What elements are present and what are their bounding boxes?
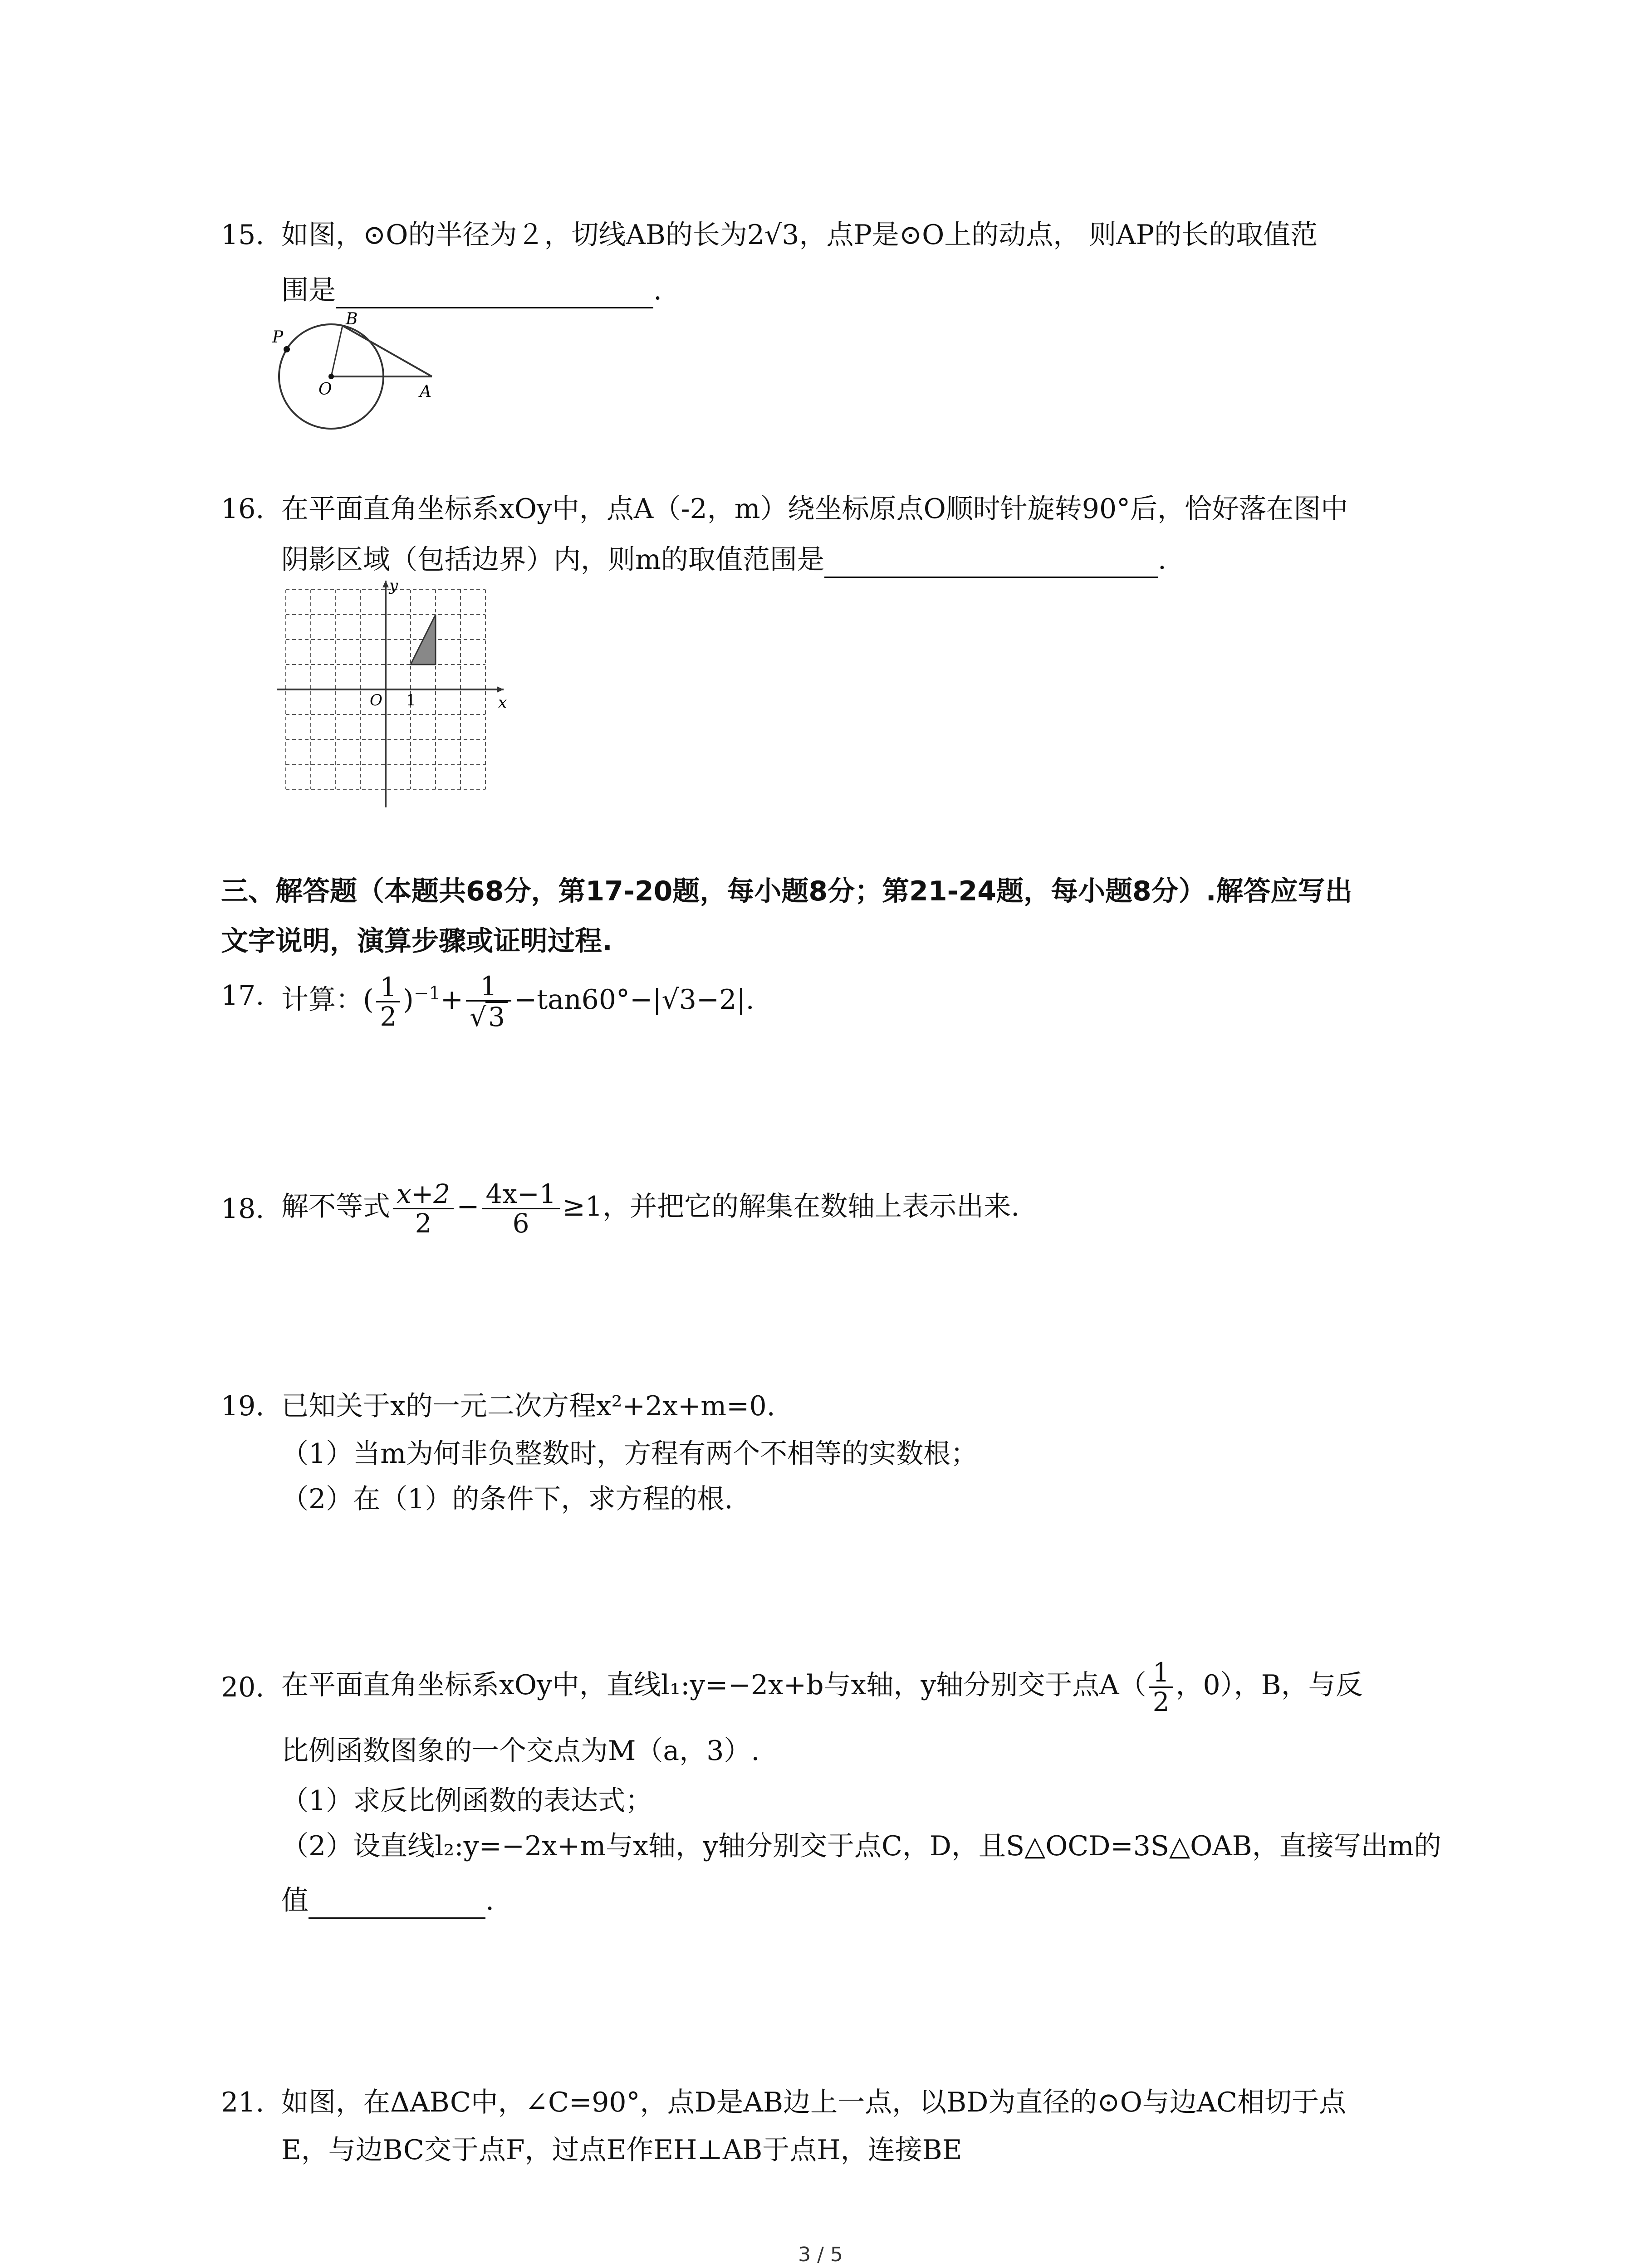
q15-point-o [328,374,334,379]
q18-f1-den: 2 [415,1207,432,1239]
q15-number: 15. [221,219,265,251]
q16-period: . [1157,544,1166,576]
q16-label-y: y [389,581,398,595]
q19-stem: 已知关于x的一元二次方程x²+2x+m=0. [281,1390,775,1422]
q17-frac-num: 1 [376,973,400,1002]
q18-number: 18. [221,1193,265,1225]
q18-f2-den: 6 [512,1207,529,1239]
q20-half-num: 1 [1149,1658,1173,1688]
q16-number: 16. [221,493,265,525]
q20-half-den: 2 [1152,1686,1170,1717]
q19-part2: （2）在（1）的条件下，求方程的根. [281,1483,733,1515]
q15-label-p: P [272,328,284,347]
section3-heading-line2: 文字说明，演算步骤或证明过程. [221,925,612,957]
q17-frac-den: 2 [380,1001,397,1032]
q17-tail: −tan60°−|√3−2|. [514,984,754,1016]
q15-figure [268,311,449,438]
q15-period: . [653,274,662,306]
q16-y-arrow [382,581,389,587]
q15-answer-blank[interactable] [336,280,653,308]
q17-expression [281,962,754,1031]
q17-frac2-num: 1 [466,972,511,1002]
q17-close: ) [403,984,414,1016]
q16-line1: 在平面直角坐标系xOy中，点A（-2，m）绕坐标原点O顺时针旋转90°后，恰好落在图中 [281,493,1348,525]
q17-fraction-root3 [466,972,511,1031]
q18-expression [281,1175,1019,1238]
q20-part2: （2）设直线l₂:y=−2x+m与x轴，y轴分别交于点C，D，且S△OCD=3S△OAB，直接写出m的 [281,1830,1441,1862]
q19-part1: （1）当m为何非负整数时，方程有两个不相等的实数根； [281,1438,978,1470]
q16-label-x: x [498,694,507,712]
q17-frac2-radicand: 3 [485,1002,508,1031]
q15-label-a: A [420,382,431,401]
q20-line1b: ，0），B，与反 [1176,1669,1363,1701]
section3-heading-line1: 三、解答题（本题共68分，第17-20题，每小题8分；第21-24题，每小题8分）.解答应写出 [221,875,1352,907]
q20-number: 20. [221,1672,265,1703]
q15-line2-text: 围是 [281,274,336,306]
q15-point-p [284,346,290,352]
q17-number: 17. [221,980,265,1012]
q16-answer-blank[interactable] [824,549,1158,578]
q20-part3-text: 值 [281,1885,309,1916]
q20-line1a: 在平面直角坐标系xOy中，直线l₁:y=−2x+b与x轴，y轴分别交于点A（ [281,1669,1146,1701]
q17-exponent: −1 [413,983,441,1004]
q18-minus: − [456,1191,480,1222]
q16-line2-text: 阴影区域（包括边界）内，则m的取值范围是 [281,544,824,576]
q16-label-o: O [370,691,382,709]
page-number: 3 / 5 [798,2243,843,2266]
q20-part1: （1）求反比例函数的表达式； [281,1785,653,1817]
q18-f2-num: 4x−1 [482,1180,560,1209]
q17-lead: 计算：( [281,984,374,1016]
q15-segment-ob [331,326,343,376]
q21-line1: 如图，在ΔABC中，∠C=90°，点D是AB边上一点，以BD为直径的⊙O与边AC相切于点 [281,2087,1347,2118]
q15-label-b: B [346,311,358,328]
q21-line2: E，与边BC交于点F，过点E作EH⊥AB于点H，连接BE [281,2134,962,2166]
q18-tail: ≥1，并把它的解集在数轴上表示出来. [562,1191,1020,1222]
q20-line2: 比例函数图象的一个交点为M（a，3）. [281,1735,760,1767]
q17-plus: + [440,984,463,1016]
q18-fraction1 [393,1180,454,1237]
q20-period: . [485,1885,495,1916]
q16-x-arrow [497,686,504,693]
q15-label-o: O [318,380,332,399]
q16-label-one: 1 [406,691,416,709]
q16-figure [277,581,513,816]
q20-part3 [281,1882,494,1919]
q20-fraction-half [1149,1658,1173,1716]
q19-number: 19. [221,1390,265,1422]
q18-f1-num: x+2 [393,1180,454,1209]
q15-line2 [281,272,662,308]
q15-tangent-ab [343,326,432,376]
q15-line1: 如图，⊙O的半径为２，切线AB的长为2√3，点P是⊙O上的动点， 则AP的长的取值范 [281,219,1318,251]
q17-frac2-den: √3 [466,1002,511,1031]
q18-fraction2 [482,1180,560,1237]
q21-number: 21. [221,2087,265,2118]
q17-fraction-half [376,973,400,1031]
q18-lead: 解不等式 [281,1191,390,1222]
q20-line1 [281,1653,1363,1717]
q16-line2 [281,542,1166,578]
q20-answer-blank[interactable] [309,1890,485,1919]
